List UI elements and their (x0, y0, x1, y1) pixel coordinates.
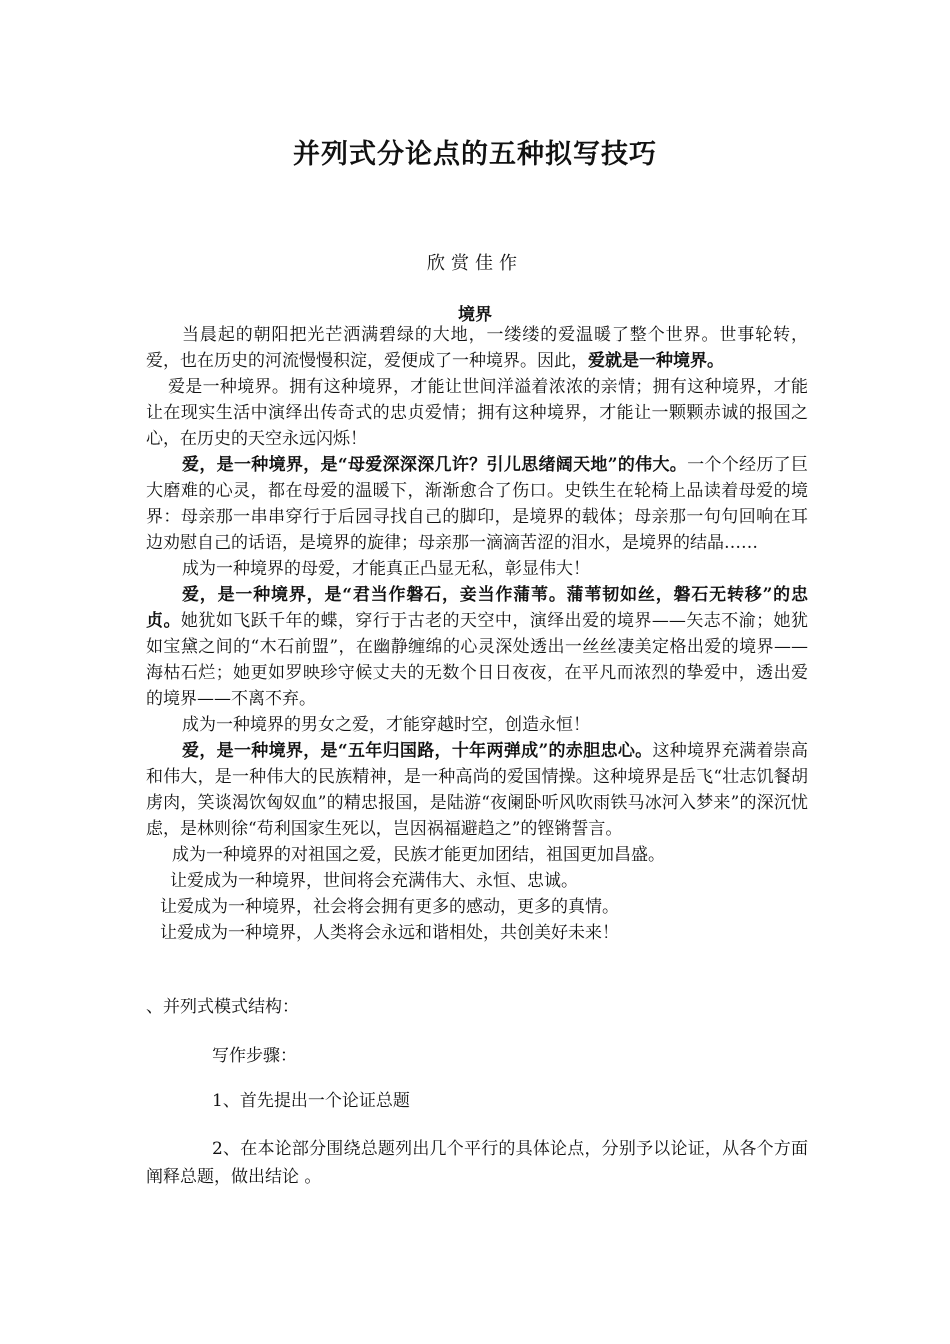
steps-label: 写作步骤： (212, 1046, 297, 1066)
sub-thesis-3: 爱，是一种境界，是“五年归国路，十年两弹成”的赤胆忠心。 (182, 741, 653, 761)
essay-title: 境界 (458, 305, 492, 325)
sub-thesis-1: 爱，是一种境界，是“母爱深深深几许？引儿思绪阔天地”的伟大。 (182, 455, 688, 475)
essay-paragraph-7 (146, 738, 808, 842)
essay-paragraph-8: 成为一种境界的对祖国之爱，民族才能更加团结，祖国更加昌盛。 (172, 845, 665, 865)
step-1: 1、首先提出一个论证总题 (212, 1091, 410, 1111)
conclusion-line-3: 让爱成为一种境界，人类将会永远和谐相处，共创美好未来！ (160, 923, 619, 943)
essay-paragraph-1 (146, 322, 808, 374)
document-title: 并列式分论点的五种拟写技巧 (293, 139, 657, 170)
conclusion-line-1: 让爱成为一种境界，世间将会充满伟大、永恒、忠诚。 (170, 871, 578, 891)
essay-paragraph-4: 成为一种境界的母爱，才能真正凸显无私，彰显伟大！ (182, 559, 590, 579)
thesis-statement: 爱就是一种境界。 (588, 351, 724, 371)
essay-paragraph-5 (146, 582, 808, 712)
essay-body (146, 322, 808, 946)
conclusion-line-2: 让爱成为一种境界，社会将会拥有更多的感动，更多的真情。 (160, 897, 619, 917)
section-subtitle: 欣赏佳作 (427, 253, 523, 274)
structure-heading: 、并列式模式结构： (146, 997, 299, 1017)
paragraph-text: 一个个经历了巨大磨难的心灵，都在母爱的温暖下，渐渐愈合了伤口。史铁生在轮椅上品读着母爱的境界：母亲那一串串穿行于后园寻找自己的脚印，是境界的载体；母亲那一句句回响在耳边劝慰自己的话语，是境界的旋律；母亲那一滴滴苦涩的泪水，是境界的结晶…… (146, 455, 808, 553)
essay-paragraph-2: 爱是一种境界。拥有这种境界，才能让世间洋溢着浓浓的亲情；拥有这种境界，才能让在现实生活中演绎出传奇式的忠贞爱情；拥有这种境界，才能让一颗颗赤诚的报国之心，在历史的天空永远闪烁！ (146, 377, 808, 449)
paragraph-text: 这种境界充满着崇高和伟大，是一种伟大的民族精神，是一种高尚的爱国情操。这种境界是岳飞“壮志饥餐胡虏肉，笑谈渴饮匈奴血”的精忠报国，是陆游“夜阑卧听风吹雨铁马冰河入梦来”的深沉忧虑，是林则徐“苟利国家生死以，岂因祸福避趋之”的铿锵誓言。 (146, 741, 808, 839)
paragraph-text: 她犹如飞跃千年的蝶，穿行于古老的天空中，演绎出爱的境界——矢志不渝；她犹如宝黛之间的“木石前盟”，在幽静缠绵的心灵深处透出一丝丝凄美定格出爱的境界——海枯石烂；她更如罗映珍守候丈夫的无数个日日夜夜，在平凡而浓烈的挚爱中，透出爱的境界——不离不弃。 (146, 611, 809, 709)
paragraph-text: 当晨起的朝阳把光芒洒满碧绿的大地，一缕缕的爱温暖了整个世界。世事轮转，爱，也在历史的河流慢慢积淀，爱便成了一种境界。因此， (146, 325, 808, 371)
sub-thesis-2: 爱，是一种境界，是“君当作磐石，妾当作蒲苇。蒲苇韧如丝，磐石无转移”的忠贞。 (146, 585, 808, 631)
essay-paragraph-6: 成为一种境界的男女之爱，才能穿越时空，创造永恒！ (182, 715, 590, 735)
essay-paragraph-3 (146, 452, 808, 556)
step-2: 2、在本论部分围绕总题列出几个平行的具体论点，分别予以论证，从各个方面阐释总题，做出结论 。 (146, 1139, 808, 1187)
